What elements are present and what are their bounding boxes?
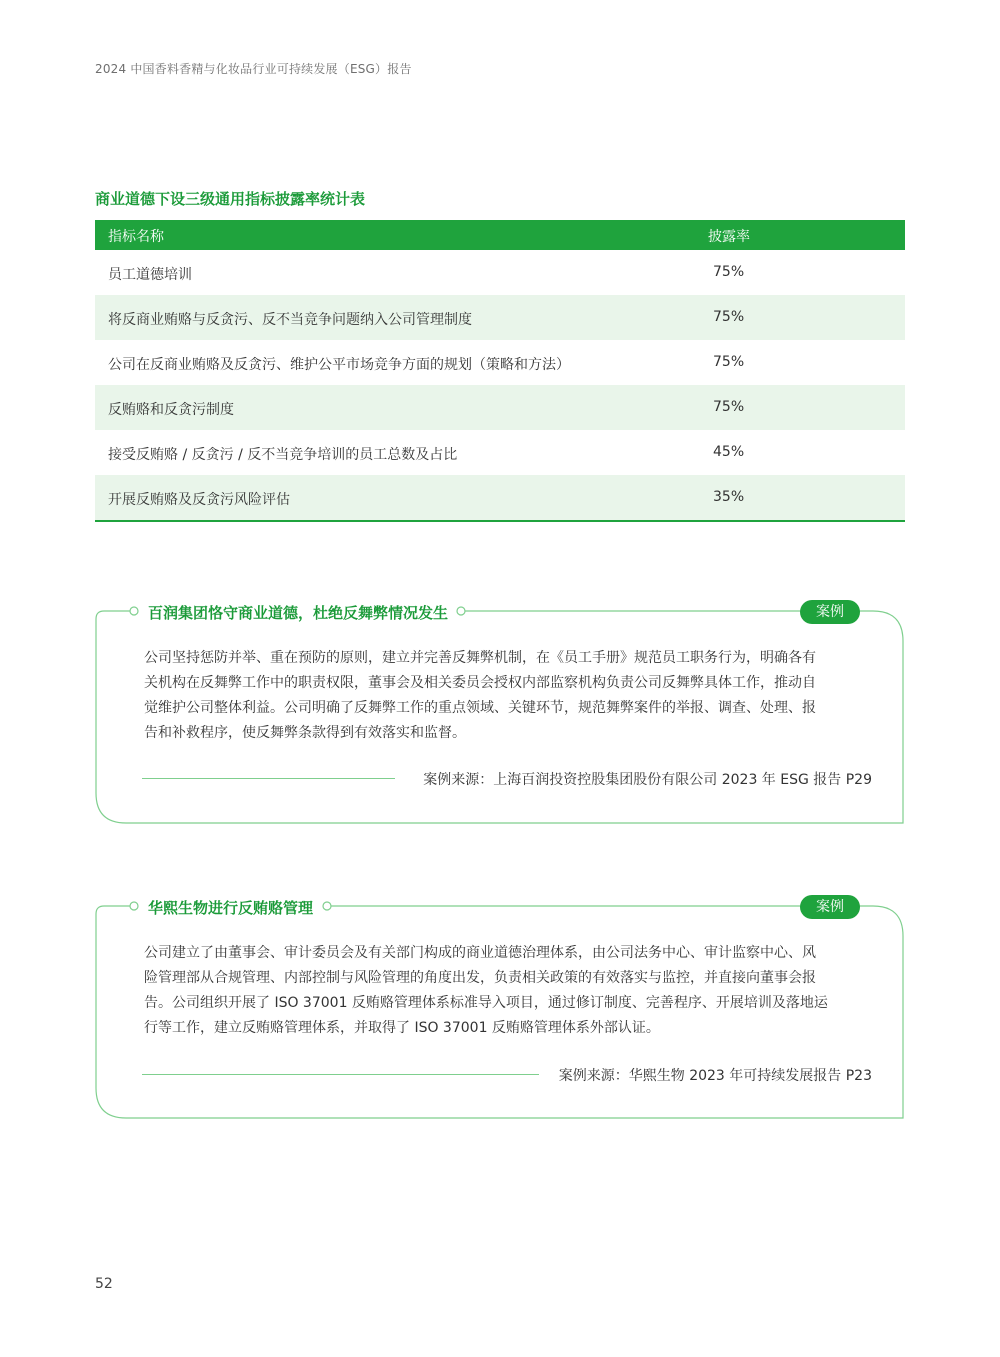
- case-box-bloomage: [96, 899, 904, 1120]
- row-disclosure-rate: 45%: [713, 444, 745, 460]
- table-row: [95, 250, 905, 295]
- table-row: [95, 295, 905, 340]
- row-disclosure-rate: 75%: [713, 399, 745, 415]
- table-row: [95, 385, 905, 430]
- case-source: 案例来源：上海百润投资控股集团股份有限公司 2023 年 ESG 报告 P29: [423, 772, 872, 788]
- case-title: 华熙生物进行反贿赂管理: [148, 899, 314, 917]
- header-indicator-name: 指标名称: [108, 229, 164, 245]
- source-divider: [142, 778, 395, 779]
- row-disclosure-rate: 75%: [713, 309, 745, 325]
- disclosure-rate-table: [95, 220, 905, 522]
- case-body-line: 公司坚持惩防并举、重在预防的原则，建立并完善反舞弊机制，在《员工手册》规范员工职务行为，明确各有: [144, 650, 816, 666]
- case-body: [144, 941, 872, 1041]
- row-indicator-name: 将反商业贿赂与反贪污、反不当竞争问题纳入公司管理制度: [108, 312, 472, 328]
- frame-node-right-icon: [457, 607, 465, 615]
- source-divider: [142, 1074, 539, 1075]
- table-title: 商业道德下设三级通用指标披露率统计表: [95, 190, 366, 208]
- case-body-line: 行等工作，建立反贿赂管理体系，并取得了 ISO 37001 反贿赂管理体系外部认证。: [144, 1020, 660, 1036]
- row-indicator-name: 员工道德培训: [108, 267, 192, 283]
- table-row: [95, 475, 905, 520]
- case-source: 案例来源：华熙生物 2023 年可持续发展报告 P23: [558, 1068, 872, 1084]
- frame-node-left-icon: [130, 902, 138, 910]
- row-indicator-name: 反贿赂和反贪污制度: [108, 402, 234, 418]
- table-row: [95, 430, 905, 475]
- header-disclosure-rate: 披露率: [708, 229, 750, 245]
- table-row: [95, 340, 905, 385]
- row-disclosure-rate: 75%: [713, 354, 745, 370]
- row-disclosure-rate: 75%: [713, 264, 745, 280]
- row-disclosure-rate: 35%: [713, 489, 745, 505]
- case-badge: 案例: [800, 600, 860, 624]
- table-header-row: [95, 220, 905, 250]
- case-body-line: 告。公司组织开展了 ISO 37001 反贿赂管理体系标准导入项目，通过修订制度、完善程序、开展培训及落地运: [144, 995, 828, 1011]
- frame-node-right-icon: [323, 902, 331, 910]
- case-body-line: 告和补救程序，使反舞弊条款得到有效落实和监督。: [144, 725, 466, 741]
- row-indicator-name: 接受反贿赂 / 反贪污 / 反不当竞争培训的员工总数及占比: [108, 447, 458, 463]
- row-indicator-name: 开展反贿赂及反贪污风险评估: [108, 492, 290, 508]
- case-body-line: 公司建立了由董事会、审计委员会及有关部门构成的商业道德治理体系，由公司法务中心、审计监察中心、风: [144, 945, 816, 961]
- case-body-line: 险管理部从合规管理、内部控制与风险管理的角度出发，负责相关政策的有效落实与监控，并直接向董事会报: [144, 970, 816, 986]
- row-indicator-name: 公司在反商业贿赂及反贪污、维护公平市场竞争方面的规划（策略和方法）: [108, 357, 570, 373]
- case-badge: 案例: [800, 895, 860, 919]
- case-body-line: 关机构在反舞弊工作中的职责权限，董事会及相关委员会授权内部监察机构负责公司反舞弊具体工作，推动自: [144, 675, 816, 691]
- page-number: 52: [95, 1276, 113, 1292]
- case-box-bairun: [96, 604, 904, 825]
- report-header-title: 2024 中国香料香精与化妆品行业可持续发展（ESG）报告: [95, 62, 412, 76]
- case-body: [144, 646, 872, 746]
- case-body-line: 觉维护公司整体利益。公司明确了反舞弊工作的重点领域、关键环节，规范舞弊案件的举报、调查、处理、报: [144, 700, 816, 716]
- case-title: 百润集团恪守商业道德，杜绝反舞弊情况发生: [148, 604, 449, 622]
- frame-node-left-icon: [130, 607, 138, 615]
